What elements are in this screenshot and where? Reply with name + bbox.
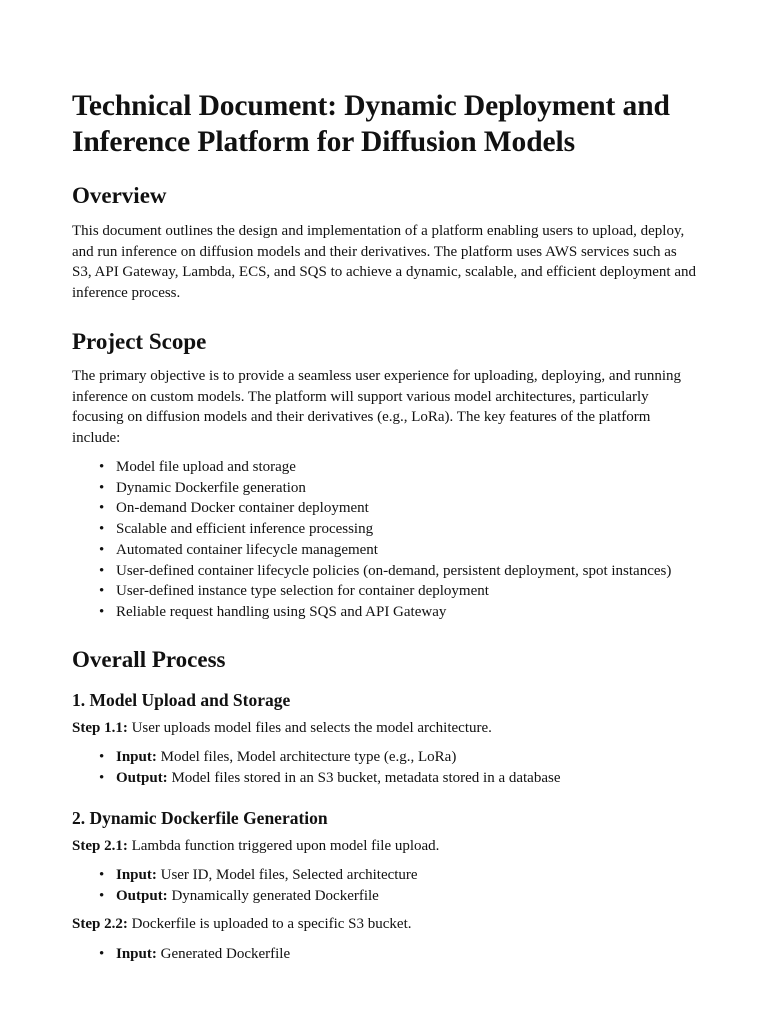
feature-item: • On-demand Docker container deployment bbox=[116, 498, 696, 519]
section-model-upload-heading: 1. Model Upload and Storage bbox=[72, 689, 291, 710]
io-label: Input: bbox=[116, 867, 157, 884]
feature-item: • User-defined container lifecycle policies (on-demand, persistent deployment, spot instances) bbox=[116, 561, 696, 582]
overview-paragraph: This document outlines the design and implementation of a platform enabling users to upload, deploy, and run inference on diffusion models and their derivatives. The platform uses AWS services such as S3, API Gateway, Lambda, ECS, and SQS to achieve a dynamic, scalable, and efficient deployment and inference process. bbox=[72, 223, 697, 301]
feature-item: • User-defined instance type selection for container deployment bbox=[116, 581, 696, 602]
io-text: User ID, Model files, Selected architecture bbox=[156, 867, 418, 884]
io-text: Model files stored in an S3 bucket, metadata stored in a database bbox=[167, 769, 561, 786]
feature-list bbox=[72, 457, 696, 623]
step-2-2-io-list bbox=[72, 944, 696, 965]
io-text: Dynamically generated Dockerfile bbox=[167, 887, 379, 904]
io-item-input bbox=[116, 747, 696, 768]
io-item-output bbox=[116, 886, 696, 907]
section-dockerfile-heading: 2. Dynamic Dockerfile Generation bbox=[72, 807, 328, 828]
io-label: Input: bbox=[116, 945, 157, 962]
io-text: Model files, Model architecture type (e.g., LoRa) bbox=[156, 749, 457, 766]
overview-heading: Overview bbox=[72, 183, 167, 208]
io-label: Output: bbox=[116, 887, 168, 904]
project-scope-paragraph: The primary objective is to provide a seamless user experience for uploading, deploying, and running inference on custom models. The platform will support various model architectures, particularly focusing on diffusion models and their derivatives (e.g., LoRa). The key features of the platform include: bbox=[72, 368, 681, 446]
io-label: Output: bbox=[116, 769, 168, 786]
step-2-2 bbox=[72, 914, 696, 935]
io-text: Generated Dockerfile bbox=[156, 945, 291, 962]
overall-process-heading: Overall Process bbox=[72, 646, 226, 672]
feature-item: • Model file upload and storage bbox=[116, 457, 696, 478]
document-title: Technical Document: Dynamic Deployment and Inference Platform for Diffusion Models bbox=[72, 90, 670, 158]
feature-item: • Dynamic Dockerfile generation bbox=[116, 478, 696, 499]
step-1-1-io-list bbox=[72, 747, 696, 788]
feature-item: • Automated container lifecycle management bbox=[116, 540, 696, 561]
io-label: Input: bbox=[116, 749, 157, 766]
feature-item: • Reliable request handling using SQS and API Gateway bbox=[116, 602, 696, 623]
io-item-input bbox=[116, 865, 696, 886]
io-item-output bbox=[116, 768, 696, 789]
step-label: Step 2.1: bbox=[72, 837, 128, 854]
step-label: Step 2.2: bbox=[72, 916, 128, 933]
project-scope-heading: Project Scope bbox=[72, 329, 207, 354]
feature-item: • Scalable and efficient inference processing bbox=[116, 519, 696, 540]
step-2-1-io-list bbox=[72, 865, 696, 906]
step-label: Step 1.1: bbox=[72, 719, 128, 736]
step-text: Lambda function triggered upon model file upload. bbox=[127, 837, 440, 854]
step-2-1 bbox=[72, 836, 696, 857]
io-item-input bbox=[116, 944, 696, 965]
step-text: User uploads model files and selects the model architecture. bbox=[127, 719, 492, 736]
step-text: Dockerfile is uploaded to a specific S3 bucket. bbox=[127, 916, 412, 933]
step-1-1 bbox=[72, 718, 696, 739]
